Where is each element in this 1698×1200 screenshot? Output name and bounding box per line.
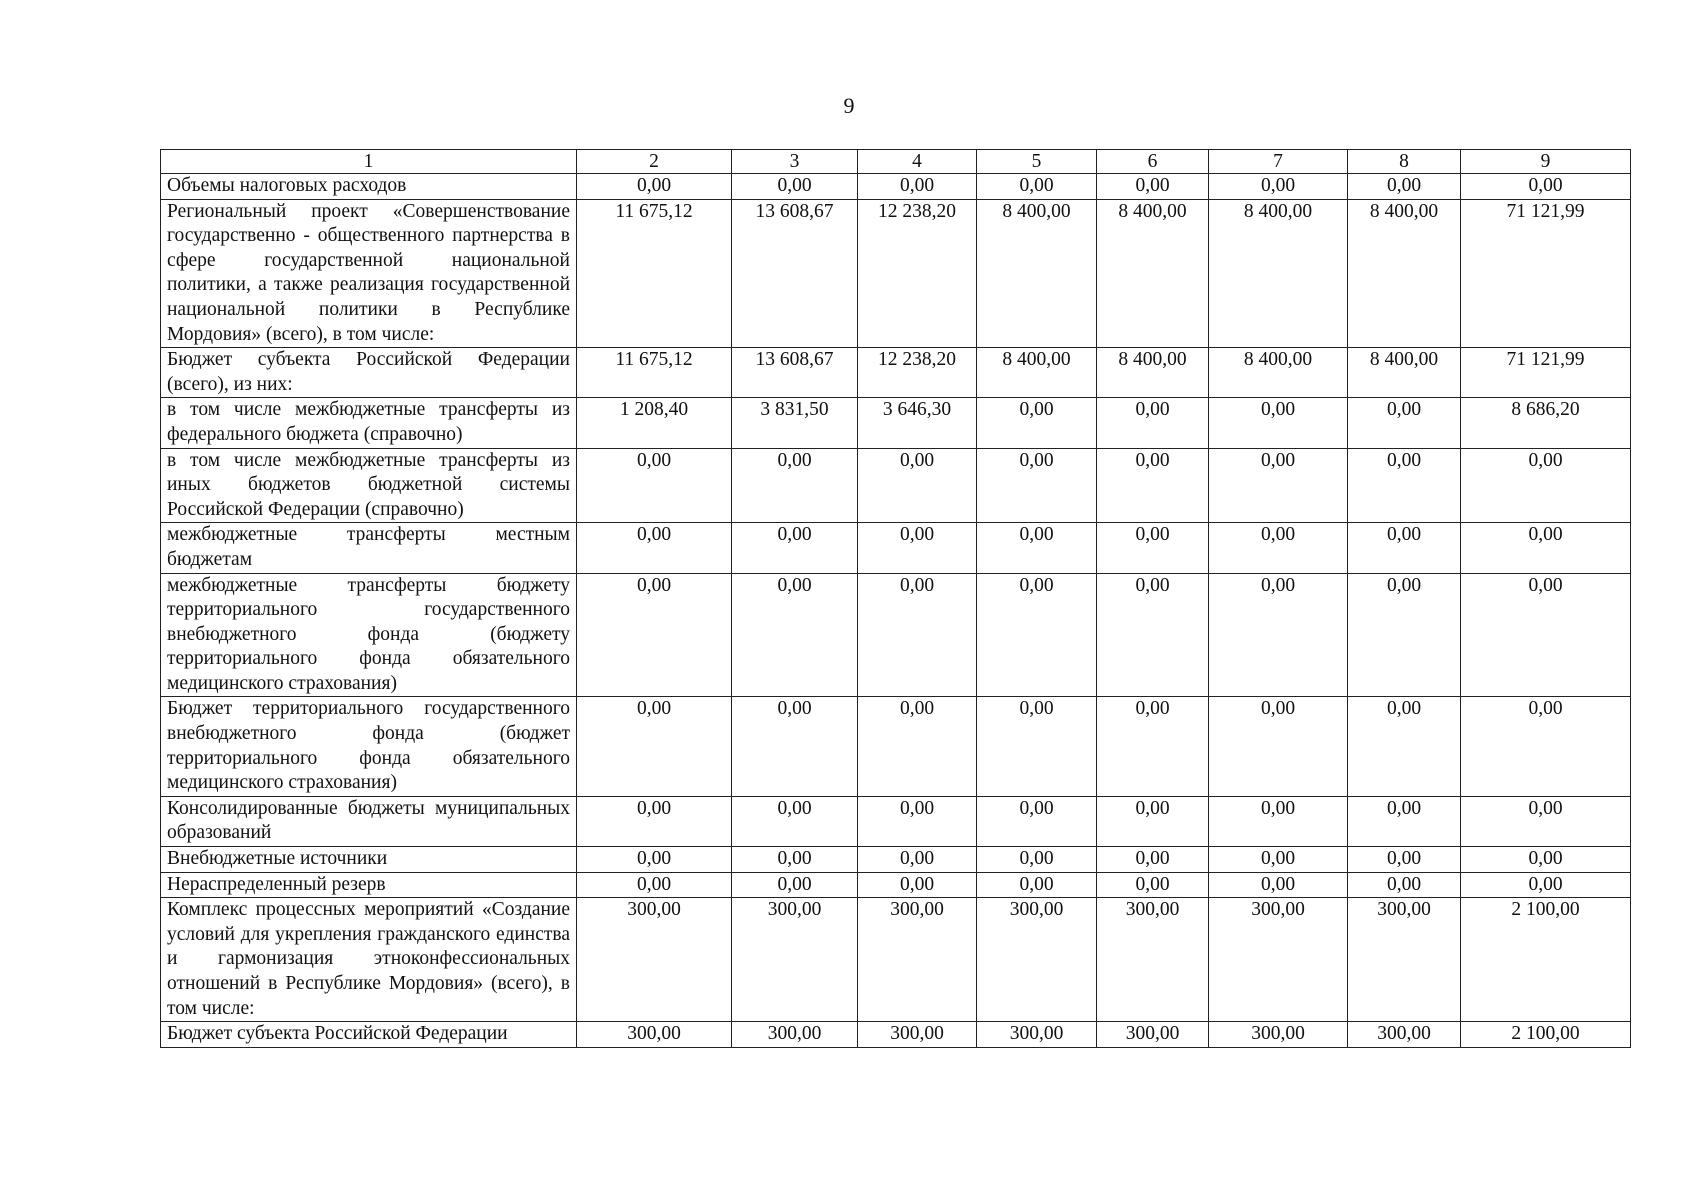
table-row bbox=[161, 898, 1631, 1022]
row-label: Бюджет территориального государственного внебюджетного фонда (бюджет территориального фонда обязательного медицинского страхования) bbox=[161, 697, 577, 796]
table-cell: 0,00 bbox=[1461, 697, 1631, 796]
table-cell: 0,00 bbox=[577, 174, 732, 200]
table-cell: 0,00 bbox=[732, 174, 858, 200]
table-cell: 0,00 bbox=[1461, 573, 1631, 697]
table-row bbox=[161, 1022, 1631, 1048]
table-cell: 0,00 bbox=[1461, 448, 1631, 523]
table-cell: 0,00 bbox=[1097, 398, 1209, 448]
table-cell: 8 400,00 bbox=[1097, 348, 1209, 398]
table-cell: 0,00 bbox=[1348, 174, 1461, 200]
table-cell: 0,00 bbox=[1348, 847, 1461, 873]
table-cell: 71 121,99 bbox=[1461, 199, 1631, 348]
table-cell: 300,00 bbox=[1348, 1022, 1461, 1048]
column-header: 9 bbox=[1461, 150, 1631, 174]
table-row bbox=[161, 199, 1631, 348]
table-cell: 0,00 bbox=[1461, 174, 1631, 200]
table-cell: 300,00 bbox=[1209, 1022, 1348, 1048]
table-cell: 0,00 bbox=[577, 697, 732, 796]
column-header: 4 bbox=[858, 150, 977, 174]
table-cell: 0,00 bbox=[977, 697, 1097, 796]
table-cell: 0,00 bbox=[1348, 523, 1461, 573]
table-row bbox=[161, 697, 1631, 796]
table-cell: 300,00 bbox=[977, 1022, 1097, 1048]
table-cell: 0,00 bbox=[1209, 398, 1348, 448]
table-cell: 0,00 bbox=[1348, 398, 1461, 448]
table-cell: 0,00 bbox=[858, 697, 977, 796]
table-cell: 300,00 bbox=[1097, 898, 1209, 1022]
column-header: 1 bbox=[161, 150, 577, 174]
table-cell: 0,00 bbox=[1348, 448, 1461, 523]
table-cell: 0,00 bbox=[1461, 796, 1631, 846]
table-row bbox=[161, 523, 1631, 573]
table-cell: 300,00 bbox=[1348, 898, 1461, 1022]
table-cell: 0,00 bbox=[1348, 697, 1461, 796]
table-cell: 300,00 bbox=[858, 898, 977, 1022]
table-row bbox=[161, 348, 1631, 398]
table-cell: 11 675,12 bbox=[577, 348, 732, 398]
table-cell: 0,00 bbox=[977, 398, 1097, 448]
table-cell: 0,00 bbox=[577, 573, 732, 697]
table-cell: 0,00 bbox=[1209, 448, 1348, 523]
table-cell: 8 686,20 bbox=[1461, 398, 1631, 448]
table-cell: 0,00 bbox=[1348, 872, 1461, 898]
table-cell: 300,00 bbox=[858, 1022, 977, 1048]
table-cell: 300,00 bbox=[732, 1022, 858, 1048]
table-cell: 2 100,00 bbox=[1461, 898, 1631, 1022]
table-cell: 300,00 bbox=[977, 898, 1097, 1022]
table-cell: 0,00 bbox=[858, 872, 977, 898]
table-row bbox=[161, 872, 1631, 898]
table-cell: 0,00 bbox=[1209, 174, 1348, 200]
table-cell: 0,00 bbox=[1461, 847, 1631, 873]
table-cell: 71 121,99 bbox=[1461, 348, 1631, 398]
table-cell: 8 400,00 bbox=[1097, 199, 1209, 348]
row-label: Региональный проект «Совершенствование государственно - общественного партнерства в сфере государственной национальной политики, а также реализация государственной национальной политики в Республике Мордовия» (всего), в том числе: bbox=[161, 199, 577, 348]
table-cell: 0,00 bbox=[1097, 796, 1209, 846]
table-cell: 0,00 bbox=[1348, 796, 1461, 846]
table-cell: 0,00 bbox=[732, 523, 858, 573]
table-cell: 300,00 bbox=[1209, 898, 1348, 1022]
table-cell: 0,00 bbox=[1209, 847, 1348, 873]
table-cell: 3 646,30 bbox=[858, 398, 977, 448]
table-cell: 0,00 bbox=[858, 523, 977, 573]
column-header: 6 bbox=[1097, 150, 1209, 174]
column-header: 3 bbox=[732, 150, 858, 174]
page-number: 9 bbox=[843, 93, 855, 118]
table-cell: 13 608,67 bbox=[732, 199, 858, 348]
table-cell: 0,00 bbox=[977, 796, 1097, 846]
table-cell: 0,00 bbox=[1348, 573, 1461, 697]
row-label: Бюджет субъекта Российской Федерации (всего), из них: bbox=[161, 348, 577, 398]
table-cell: 0,00 bbox=[577, 872, 732, 898]
table-row bbox=[161, 796, 1631, 846]
column-header: 7 bbox=[1209, 150, 1348, 174]
table-cell: 0,00 bbox=[977, 174, 1097, 200]
table-cell: 2 100,00 bbox=[1461, 1022, 1631, 1048]
table-cell: 0,00 bbox=[732, 796, 858, 846]
table-cell: 0,00 bbox=[577, 796, 732, 846]
table-cell: 0,00 bbox=[858, 448, 977, 523]
table-cell: 0,00 bbox=[1209, 697, 1348, 796]
row-label: межбюджетные трансферты местным бюджетам bbox=[161, 523, 577, 573]
table-cell: 300,00 bbox=[732, 898, 858, 1022]
table-cell: 0,00 bbox=[1209, 523, 1348, 573]
table-cell: 0,00 bbox=[1097, 872, 1209, 898]
row-label: Нераспределенный резерв bbox=[161, 872, 577, 898]
table-row bbox=[161, 847, 1631, 873]
table-cell: 0,00 bbox=[977, 573, 1097, 697]
table-cell: 0,00 bbox=[858, 573, 977, 697]
table-cell: 0,00 bbox=[732, 697, 858, 796]
row-label: Бюджет субъекта Российской Федерации bbox=[161, 1022, 577, 1048]
table-row bbox=[161, 398, 1631, 448]
table-header-row bbox=[161, 150, 1631, 174]
table-cell: 1 208,40 bbox=[577, 398, 732, 448]
table-cell: 0,00 bbox=[577, 847, 732, 873]
table-cell: 8 400,00 bbox=[977, 348, 1097, 398]
table-cell: 0,00 bbox=[858, 847, 977, 873]
column-header: 2 bbox=[577, 150, 732, 174]
table-cell: 0,00 bbox=[732, 872, 858, 898]
table-row bbox=[161, 174, 1631, 200]
table-cell: 0,00 bbox=[577, 523, 732, 573]
table-cell: 0,00 bbox=[732, 573, 858, 697]
table-cell: 0,00 bbox=[977, 847, 1097, 873]
table-cell: 0,00 bbox=[1097, 697, 1209, 796]
budget-table bbox=[160, 149, 1631, 1048]
table-cell: 0,00 bbox=[858, 174, 977, 200]
row-label: Комплекс процессных мероприятий «Создание условий для укрепления гражданского единства и гармонизация этноконфессиональных отношений в Республике Мордовия» (всего), в том числе: bbox=[161, 898, 577, 1022]
table-cell: 0,00 bbox=[1097, 573, 1209, 697]
table-cell: 8 400,00 bbox=[1348, 348, 1461, 398]
table-cell: 0,00 bbox=[1461, 523, 1631, 573]
table-cell: 0,00 bbox=[977, 523, 1097, 573]
table-cell: 8 400,00 bbox=[1209, 199, 1348, 348]
row-label: Консолидированные бюджеты муниципальных образований bbox=[161, 796, 577, 846]
table-cell: 11 675,12 bbox=[577, 199, 732, 348]
table-row bbox=[161, 573, 1631, 697]
table-cell: 0,00 bbox=[977, 872, 1097, 898]
table-cell: 0,00 bbox=[1209, 573, 1348, 697]
column-header: 5 bbox=[977, 150, 1097, 174]
table-cell: 13 608,67 bbox=[732, 348, 858, 398]
table-cell: 300,00 bbox=[577, 1022, 732, 1048]
row-label: межбюджетные трансферты бюджету территориального государственного внебюджетного фонда (бюджету территориального фонда обязательного медицинского страхования) bbox=[161, 573, 577, 697]
table-cell: 0,00 bbox=[1097, 847, 1209, 873]
row-label: Внебюджетные источники bbox=[161, 847, 577, 873]
table-cell: 3 831,50 bbox=[732, 398, 858, 448]
table-cell: 0,00 bbox=[858, 796, 977, 846]
table-cell: 0,00 bbox=[732, 448, 858, 523]
table-cell: 0,00 bbox=[977, 448, 1097, 523]
table-cell: 8 400,00 bbox=[1348, 199, 1461, 348]
table-cell: 300,00 bbox=[1097, 1022, 1209, 1048]
table-cell: 8 400,00 bbox=[977, 199, 1097, 348]
column-header: 8 bbox=[1348, 150, 1461, 174]
row-label: Объемы налоговых расходов bbox=[161, 174, 577, 200]
table-cell: 300,00 bbox=[577, 898, 732, 1022]
table-cell: 0,00 bbox=[732, 847, 858, 873]
table-cell: 8 400,00 bbox=[1209, 348, 1348, 398]
table-cell: 0,00 bbox=[1097, 174, 1209, 200]
table-cell: 0,00 bbox=[1209, 796, 1348, 846]
table-row bbox=[161, 448, 1631, 523]
table-cell: 12 238,20 bbox=[858, 348, 977, 398]
table-cell: 0,00 bbox=[1209, 872, 1348, 898]
table-cell: 12 238,20 bbox=[858, 199, 977, 348]
row-label: в том числе межбюджетные трансферты из федерального бюджета (справочно) bbox=[161, 398, 577, 448]
table-cell: 0,00 bbox=[577, 448, 732, 523]
table-cell: 0,00 bbox=[1097, 448, 1209, 523]
table-cell: 0,00 bbox=[1097, 523, 1209, 573]
table-cell: 0,00 bbox=[1461, 872, 1631, 898]
row-label: в том числе межбюджетные трансферты из иных бюджетов бюджетной системы Российской Федерации (справочно) bbox=[161, 448, 577, 523]
